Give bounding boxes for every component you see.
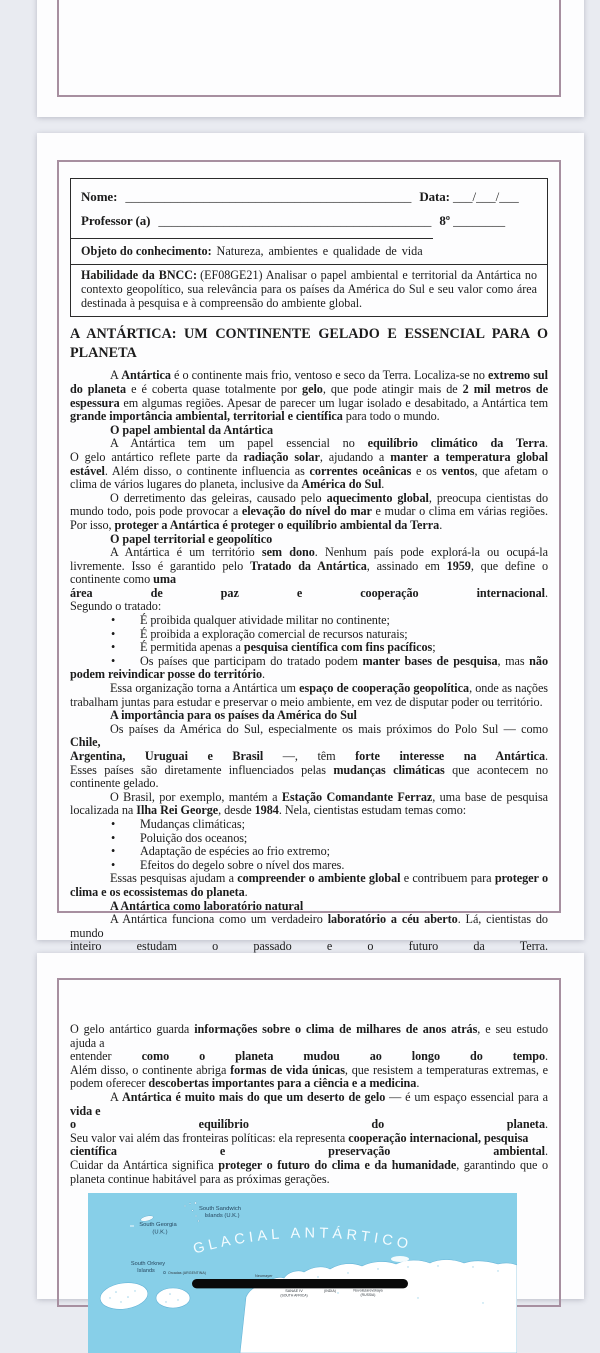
nome-label: Nome: [81,189,118,204]
page-2-frame [57,160,561,954]
page-3-body [70,1023,548,1186]
paragraph: Essa organização torna a Antártica um espaço de cooperação geopolítica, onde as nações trabalham juntas para estudar e preservar o meio ambiente, em vez de disputar poder ou território. [70,681,549,709]
bullet-item [70,859,548,873]
bullet-text: Efeitos do degelo sobre o nível dos mares. [140,857,345,872]
subheading: A Antártica como laboratório natural [110,898,304,913]
paragraph: A Antártica é um território sem dono. Nenhum país pode explorá-la ou ocupá-la livremente. Isso é garantido pelo Tratado da Antártica, assinado em 1959, que define o continente como uma [70,545,548,587]
bullet-item [70,832,548,846]
map-label-south-orkney-1: South Orkney [130,1261,166,1267]
paragraph: Esses países são diretamente influenciados pelas mudanças climáticas que acontecem no continente gelado. [70,762,548,791]
bullet-icon: • [111,857,116,872]
bullet-icon: • [111,653,116,668]
bullet-text: Mudanças climáticas; [140,816,245,831]
bullet-text: É proibida qualquer atividade militar no continente; [140,613,390,628]
objeto-label: Objeto do conhecimento: [81,244,212,258]
objeto-word: e [322,244,329,258]
bullet-text: Os países que participam do tratado podem manter bases de pesquisa, mas não podem reivindicar posse do território. [70,653,548,682]
bullet-icon: • [111,830,116,845]
title-line-1: A ANTÁRTICA: UM CONTINENTE GELADO E ESSENCIAL PARA O [70,326,548,343]
data-label: Data: [419,189,450,204]
map-label-orcadas: Orcadas (ARGENTINA) [168,1271,206,1275]
map-label-south-georgia-2: (U.K.) [152,1229,168,1236]
map-label-south-georgia-1: South Georgia [139,1222,177,1228]
map-label-novolazarevskaya: Novolazarevskaya [353,1288,383,1293]
antarctica-map [88,1193,517,1353]
paragraph: Argentina, Uruguai e Brasil —, têm forte interesse na Antártica. [70,749,548,764]
habilidade-row [71,264,547,316]
data-line: ___/___/___ [453,189,519,204]
page-1 [37,0,584,117]
map-label-sanae: SANAE IV [285,1289,303,1293]
bullet-icon: • [111,816,116,831]
objeto-word: de [385,244,397,258]
paragraph: A Antártica é muito mais do que um deserto de gelo — é um espaço essencial para a vida e [70,1089,548,1118]
bullet-text: É proibida a exploração comercial de recursos naturais; [140,626,408,641]
map-label-south-orkney-2: Islands [137,1268,155,1274]
paragraph: Além disso, o continente abriga formas de vida únicas, que resistem a temperaturas extremas, e podem oferecer descobertas importantes para a ciência e a medicina. [70,1062,548,1091]
page-title [70,325,548,363]
grade-line: ________ [453,213,506,228]
paragraph: entender como o planeta mudou ao longo do tempo. [70,1049,548,1064]
bullet-icon: • [111,640,116,655]
paragraph: A Antártica é o continente mais frio, ventoso e seco da Terra. Localiza-se no extremo sul do planeta e é coberta quase totalmente por gelo, que pode atingir mais de 2 mil metros de espessura em algumas regiões. Apesar de parecer um lugar isolado e desabitado, a Antártica tem grande importância ambiental, territorial e científica para todo o mundo. [70,368,548,424]
paragraph: Essas pesquisas ajudam a compreender o ambiente global e contribuem para proteger o clima e os ecossistemas do planeta. [70,871,548,899]
paragraph: inteiro estudam o passado e o futuro da Terra. [70,939,548,954]
habilidade-text: (EF08GE21) Analisar o papel ambiental e territorial da Antártica no contexto geopolítico, sua relevância para os países da América do Sul e seu valor como área destinada à pesquisa e à compreensão do ambiente global. [81,268,537,310]
ocean-label-text: GLACIAL ANTÁRTICO [191,1225,414,1258]
title-line-2: PLANETA [70,345,137,362]
redaction-bar [192,1279,408,1288]
bullet-icon: • [111,844,116,859]
paragraph: Cuidar da Antártica significa proteger o futuro do clima e da humanidade, garantindo que o planeta continue habitável para as próximas gerações. [70,1157,548,1186]
page-3 [37,953,584,1299]
bullet-icon: • [111,626,116,641]
ice-shelf-icon [391,1256,409,1262]
bullet-icon: • [111,613,116,628]
bullet-item [70,628,548,642]
paragraph: Seu valor vai além das fronteiras políticas: ela representa cooperação internacional, pesquisa [70,1130,529,1145]
objeto-word: qualidade [333,244,381,258]
grade-label: 8º [439,213,450,228]
paragraph: o equilíbrio do planeta. [70,1117,548,1132]
map-label-south-sandwich-1: South Sandwich [199,1206,241,1212]
paragraph: O gelo antártico guarda informações sobre o clima de milhares de anos atrás, e seu estudo ajuda a [70,1022,548,1050]
bullet-text: É permitida apenas a pesquisa científica com fins pacíficos; [140,640,436,655]
professor-line: __________________________________________ [158,213,432,228]
paragraph: Os países da América do Sul, especialmente os mais próximos do Polo Sul — como Chile, [70,721,548,750]
paragraph: científica e preservação ambiental. [70,1144,548,1159]
page-1-frame [57,0,561,97]
paragraph: O gelo antártico reflete parte da radiação solar, ajudando a manter a temperatura global estável. Além disso, o continente influencia as correntes oceânicas e os ventos, que afetam o clima de vários lugares do planeta, inclusive da América do Sul. [70,449,548,492]
subheading: A importância para os países da América do Sul [110,708,357,723]
bullet-text: Adaptação de espécies ao frio extremo; [140,844,330,859]
professor-label: Professor (a) [81,213,151,228]
map-label-russia: (RUSSIA) [360,1293,376,1297]
paragraph: A Antártica tem um papel essencial no equilíbrio climático da Terra. [110,436,548,451]
map-label-neumayer: Neumayer [255,1274,273,1278]
bullet-item [70,655,548,682]
objeto-word: Natureza, [216,244,264,258]
bullet-text: Poluição dos oceanos; [140,830,248,845]
small-island-icon [130,1226,134,1227]
subheading: O papel territorial e geopolítico [110,531,273,546]
objeto-word: ambientes [268,244,318,258]
name-date-rows [71,179,547,238]
paragraph: O derretimento das geleiras, causado pelo aquecimento global, preocupa cientistas do mundo todo, pois pode provocar a elevação do nível do mar e mudar o clima em várias regiões. Por isso, proteger a Antártica é proteger o equilíbrio ambiental da Terra. [70,490,549,532]
page-2 [37,133,584,954]
paragraph: Segundo o tratado: [70,599,162,614]
bullet-item [70,641,548,655]
paragraph: O Brasil, por exemplo, mantém a Estação Comandante Ferraz, uma base de pesquisa localizada na Ilha Rei George, desde 1984. Nela, cientistas estudam temas como: [70,789,548,818]
paragraph: A Antártica funciona como um verdadeiro laboratório a céu aberto. Lá, cientistas do mundo [70,912,548,940]
objeto-word: vida [401,244,423,258]
header-box [70,178,548,317]
map-label-south-sandwich-2: Islands (U.K.) [204,1213,240,1219]
nome-line: ____________________________________________ [125,189,412,204]
subheading: O papel ambiental da Antártica [110,422,274,437]
bullet-item [70,845,548,859]
objeto-row [71,238,433,264]
map-label-south-africa: (SOUTH AFRICA) [280,1293,308,1298]
habilidade-label: Habilidade da BNCC: [81,268,198,282]
bullet-item [70,614,548,628]
paragraph: área de paz e cooperação internacional. [70,585,548,600]
bullet-item [70,818,548,832]
map-label-india: (INDIA) [324,1289,336,1293]
page-2-body [70,369,548,954]
